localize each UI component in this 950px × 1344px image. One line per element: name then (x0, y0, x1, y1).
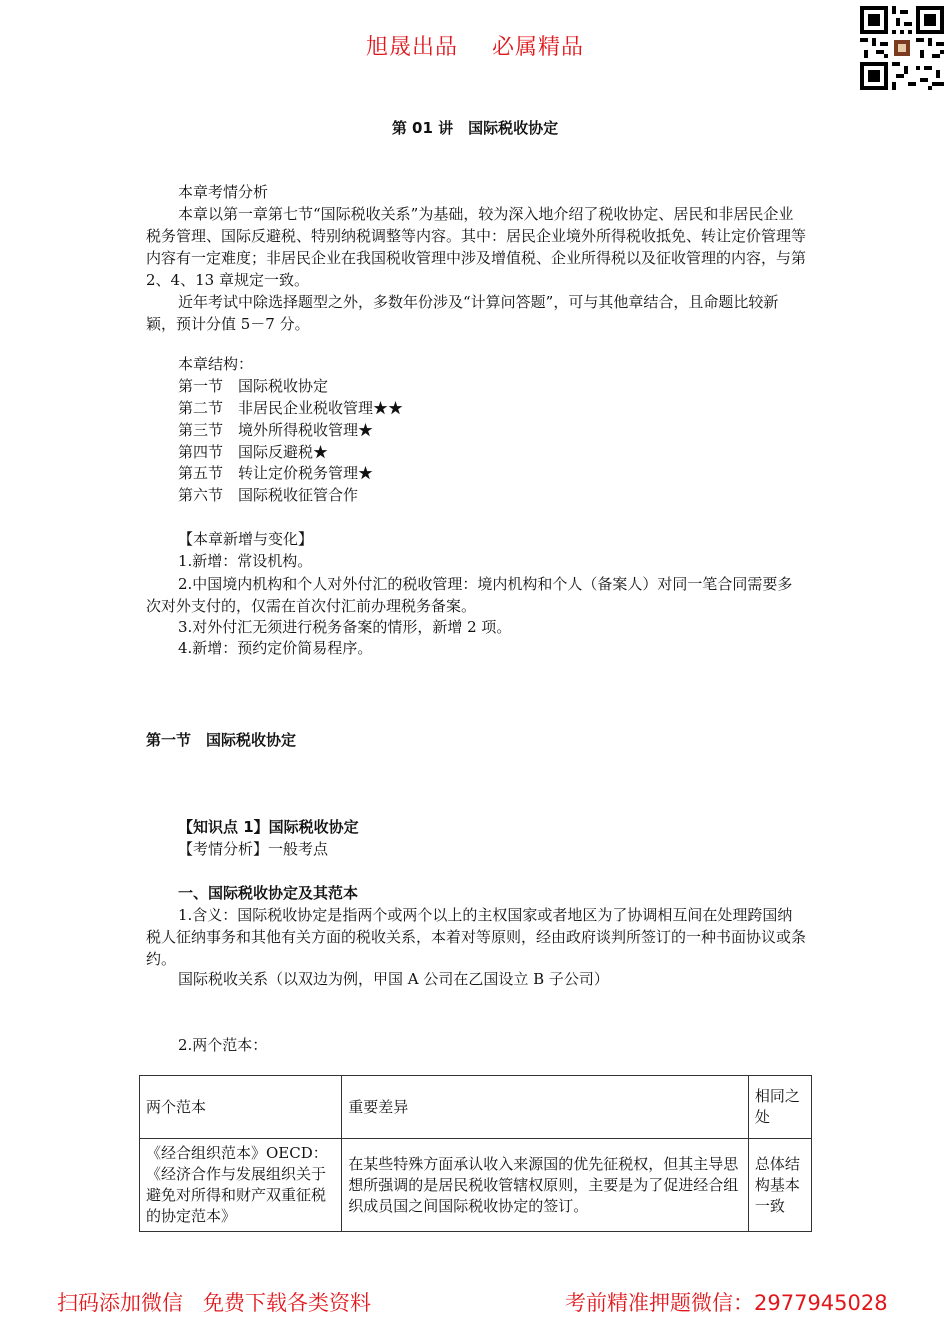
changes-item-4: 4.新增：预约定价简易程序。 (178, 639, 373, 657)
table-header-row (140, 1076, 812, 1139)
banner-left-text: 旭晟出品 (365, 35, 458, 60)
knowledge-definition: 1.含义：国际税收协定是指两个或两个以上的主权国家或者地区为了协调相互间在处理跨国纳税人征纳事务和其他有关方面的税收关系，本着对等原则，经由政府谈判所签订的一种书面协议或条约。 (146, 906, 807, 968)
analysis-paragraph-2: 近年考试中除选择题型之外，多数年份涉及“计算问答题”，可与其他章结合，且命题比较新颖，预计分值 5－7 分。 (146, 293, 779, 333)
table-cell: 总体结构基本一致 (748, 1139, 811, 1232)
models-table (139, 1075, 812, 1232)
table-cell: 在某些特殊方面承认收入来源国的优先征税权，但其主导思想所强调的是居民税收管辖权原则，主要是为了促进经合组织成员国之间国际税收协定的签订。 (342, 1139, 749, 1232)
structure-item: 第三节 境外所得税收管理★ (178, 421, 374, 439)
changes-item-1: 1.新增：常设机构。 (178, 552, 313, 570)
structure-item: 第五节 转让定价税务管理★ (178, 464, 374, 482)
structure-item: 第六节 国际税收征管合作 (178, 486, 359, 504)
analysis-heading: 本章考情分析 (178, 183, 269, 201)
table-header-cell: 相同之处 (748, 1076, 811, 1139)
lecture-title: 第 01 讲 国际税收协定 (391, 119, 559, 137)
table-header-cell: 重要差异 (342, 1076, 749, 1139)
section-title: 第一节 国际税收协定 (146, 731, 297, 749)
knowledge-two-models: 2.两个范本： (178, 1036, 268, 1054)
footer-right-text: 考前精准押题微信：2977945028 (565, 1291, 888, 1315)
table-header-cell: 两个范本 (140, 1076, 342, 1139)
footer-left-1: 扫码添加微信 (57, 1291, 183, 1315)
knowledge-analysis: 【考情分析】一般考点 (178, 840, 329, 858)
qr-code-icon[interactable] (860, 6, 944, 90)
changes-item-2: 2.中国境内机构和个人对外付汇的税收管理：境内机构和个人（备案人）对同一笔合同需要多次对外支付的，仅需在首次付汇前办理税务备案。 (146, 575, 793, 615)
structure-item: 第四节 国际反避税★ (178, 443, 329, 461)
changes-heading: 【本章新增与变化】 (178, 530, 314, 548)
footer-left-text (57, 1287, 371, 1317)
analysis-paragraph-1: 本章以第一章第七节“国际税收关系”为基础，较为深入地介绍了税收协定、居民和非居民企业税务管理、国际反避税、特别纳税调整等内容。其中：居民企业境外所得税收抵免、转让定价管理等内容有一定难度；非居民企业在我国税收管理中涉及增值税、企业所得税以及征收管理的内容，与第 2、4、13 章规定一致。 (146, 205, 807, 289)
footer-left-2: 免费下载各类资料 (203, 1291, 371, 1315)
knowledge-relation: 国际税收关系（以双边为例，甲国 A 公司在乙国设立 B 子公司） (178, 970, 609, 988)
table-cell: 《经合组织范本》OECD：《经济合作与发展组织关于避免对所得和财产双重征税的协定范本》 (140, 1139, 342, 1232)
banner-right-text: 必属精品 (492, 35, 585, 60)
structure-heading: 本章结构： (178, 355, 254, 373)
structure-item: 第二节 非居民企业税收管理★★ (178, 399, 404, 417)
top-banner (0, 30, 950, 61)
knowledge-point-title: 【知识点 1】国际税收协定 (178, 818, 359, 836)
structure-item: 第一节 国际税收协定 (178, 377, 329, 395)
knowledge-sub-heading: 一、国际税收协定及其范本 (178, 884, 359, 902)
changes-item-3: 3.对外付汇无须进行税务备案的情形，新增 2 项。 (178, 618, 512, 636)
table-row (140, 1139, 812, 1232)
